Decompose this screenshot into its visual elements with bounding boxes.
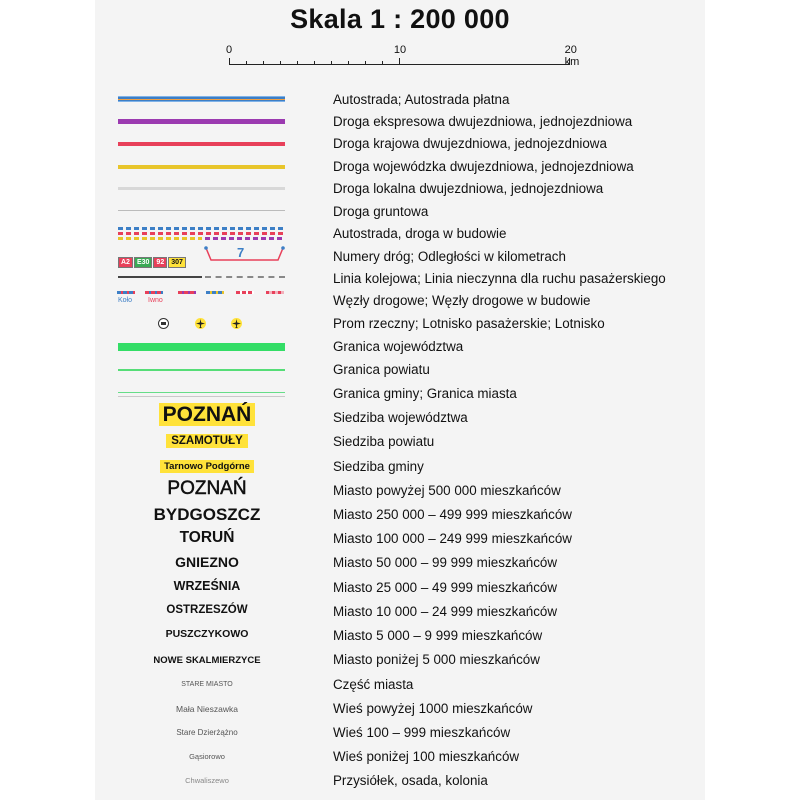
passenger-airport-icon <box>195 318 206 329</box>
legend-desc-town-25k: Miasto 25 000 – 49 999 mieszkańców <box>333 580 558 595</box>
city-part-sample: STARE MIASTO <box>181 681 233 688</box>
distance-marker-icon <box>203 246 287 266</box>
legend-desc-city-part: Część miasta <box>333 677 414 692</box>
scale-label-10: 10 <box>393 44 407 56</box>
junction-icon <box>178 291 196 294</box>
legend-desc-town-10k: Miasto 10 000 – 24 999 mieszkańców <box>333 604 558 619</box>
scale-minor-tick <box>365 61 366 65</box>
motorway-construction-symbol <box>118 227 285 230</box>
voivodeship-seat-sample <box>107 403 307 427</box>
junction-construction-icon <box>266 291 284 294</box>
legend-desc-road-numbers: Numery dróg; Odległości w kilometrach <box>333 249 566 264</box>
legend-desc-county-seat: Siedziba powiatu <box>333 434 435 449</box>
county-seat-label: SZAMOTUŁY <box>166 434 248 448</box>
scale-minor-tick <box>348 61 349 65</box>
map-title: Skala 1 : 200 000 <box>290 4 510 34</box>
scale-minor-tick <box>246 61 247 65</box>
junction-label-iwno: Iwno <box>148 297 163 304</box>
legend-desc-village-100: Wieś 100 – 999 mieszkańców <box>333 725 511 740</box>
ferry-icon <box>158 318 169 329</box>
inactive-railway-symbol <box>205 276 285 278</box>
scale-minor-tick <box>280 61 281 65</box>
scale-minor-tick <box>263 61 264 65</box>
voivodeship-border-symbol <box>118 343 285 351</box>
town-sample-25k: WRZEŚNIA <box>173 579 241 593</box>
legend-desc-town-100k: Miasto 100 000 – 249 999 mieszkańców <box>333 531 572 546</box>
junction-construction-icon <box>236 291 254 294</box>
village-sample-small: Gąsiorowo <box>189 752 225 761</box>
junction-construction-icon <box>206 291 224 294</box>
legend-desc-county-border: Granica powiatu <box>333 362 430 377</box>
scale-bar <box>225 44 580 74</box>
distance-label: 7 <box>237 245 245 260</box>
scale-minor-tick <box>382 61 383 65</box>
town-sample-250k: BYDGOSZCZ <box>153 505 261 524</box>
legend-desc-railway: Linia kolejowa; Linia nieczynna dla ruchu pasażerskiego <box>333 271 666 286</box>
shield-a2: A2 <box>118 257 133 268</box>
town-sample-5k: PUSZCZYKOWO <box>165 628 249 640</box>
legend-desc-village-1000: Wieś powyżej 1000 mieszkańców <box>333 701 533 716</box>
expressway-construction-symbol <box>205 237 285 240</box>
legend-desc-town-250k: Miasto 250 000 – 499 999 mieszkańców <box>333 507 572 522</box>
legend-desc-town-small: Miasto poniżej 5 000 mieszkańców <box>333 652 540 667</box>
town-sample-50k: GNIEZNO <box>175 554 239 570</box>
airport-icon <box>231 318 242 329</box>
legend-desc-voivodeship-seat: Siedziba województwa <box>333 410 468 425</box>
legend-desc-commune-seat: Siedziba gminy <box>333 459 424 474</box>
legend-desc-local: Droga lokalna dwujezdniowa, jednojezdniowa <box>333 181 604 196</box>
legend-desc-regional: Droga wojewódzka dwujezdniowa, jednojezdniowa <box>333 159 634 174</box>
town-sample-500k: POZNAŃ <box>167 478 247 499</box>
town-sample-small: NOWE SKALMIERZYCE <box>153 655 261 666</box>
scale-minor-tick <box>331 61 332 65</box>
village-sample-100: Stare Dzierżążno <box>176 728 238 737</box>
commune-border-symbol <box>118 392 285 393</box>
village-sample-1000: Mała Nieszawka <box>176 704 238 714</box>
regional-road-symbol <box>118 165 285 169</box>
railway-symbol <box>118 276 202 278</box>
legend-desc-motorway: Autostrada; Autostrada płatna <box>333 92 510 107</box>
legend-desc-construction: Autostrada, droga w budowie <box>333 226 507 241</box>
county-border-symbol <box>118 369 285 371</box>
dirt-road-symbol <box>118 210 285 211</box>
national-road-symbol <box>118 142 285 146</box>
shield-92: 92 <box>153 257 167 268</box>
scale-tick <box>569 58 570 65</box>
road-construction-symbol <box>118 232 285 235</box>
legend-desc-junctions: Węzły drogowe; Węzły drogowe w budowie <box>333 293 591 308</box>
legend-desc-town-500k: Miasto powyżej 500 000 mieszkańców <box>333 483 561 498</box>
shield-e30: E30 <box>134 257 152 268</box>
voivodeship-seat-label: POZNAŃ <box>159 403 256 426</box>
scale-minor-tick <box>297 61 298 65</box>
junction-symbols <box>117 290 287 296</box>
local-road-symbol <box>118 187 285 190</box>
legend-desc-ferry-airports: Prom rzeczny; Lotnisko pasażerskie; Lotnisko <box>333 316 605 331</box>
junction-icon <box>145 291 163 294</box>
expressway-symbol <box>118 119 285 124</box>
legend-desc-voivodeship-border: Granica województwa <box>333 339 464 354</box>
legend-desc-national: Droga krajowa dwujezdniowa, jednojezdniowa <box>333 136 607 151</box>
legend-desc-dirt: Droga gruntowa <box>333 204 429 219</box>
county-seat-sample <box>107 435 307 447</box>
scale-label-20: 20 km <box>564 44 580 68</box>
legend-desc-town-50k: Miasto 50 000 – 99 999 mieszkańców <box>333 555 558 570</box>
junction-label-kolo: Koło <box>118 297 133 304</box>
scale-label-0: 0 <box>225 44 233 56</box>
scale-tick <box>229 58 230 65</box>
junction-icon <box>117 291 135 294</box>
city-border-symbol <box>118 396 285 397</box>
scale-tick <box>399 58 400 65</box>
regional-construction-symbol <box>118 237 202 240</box>
scale-minor-tick <box>314 61 315 65</box>
commune-seat-label: Tarnowo Podgórne <box>160 460 254 473</box>
legend-desc-town-5k: Miasto 5 000 – 9 999 mieszkańców <box>333 628 543 643</box>
road-number-shields <box>118 251 187 269</box>
legend-desc-hamlet: Przysiółek, osada, kolonia <box>333 773 488 788</box>
commune-seat-sample <box>107 461 307 472</box>
legend-desc-commune-border: Granica gminy; Granica miasta <box>333 386 517 401</box>
motorway-symbol <box>118 96 285 102</box>
legend-desc-village-small: Wieś poniżej 100 mieszkańców <box>333 749 520 764</box>
town-sample-100k: TORUŃ <box>179 529 235 546</box>
town-sample-10k: OSTRZESZÓW <box>166 604 248 616</box>
shield-307: 307 <box>168 257 186 268</box>
hamlet-sample: Chwaliszewo <box>185 776 229 785</box>
legend-desc-expressway: Droga ekspresowa dwujezdniowa, jednojezdniowa <box>333 114 633 129</box>
